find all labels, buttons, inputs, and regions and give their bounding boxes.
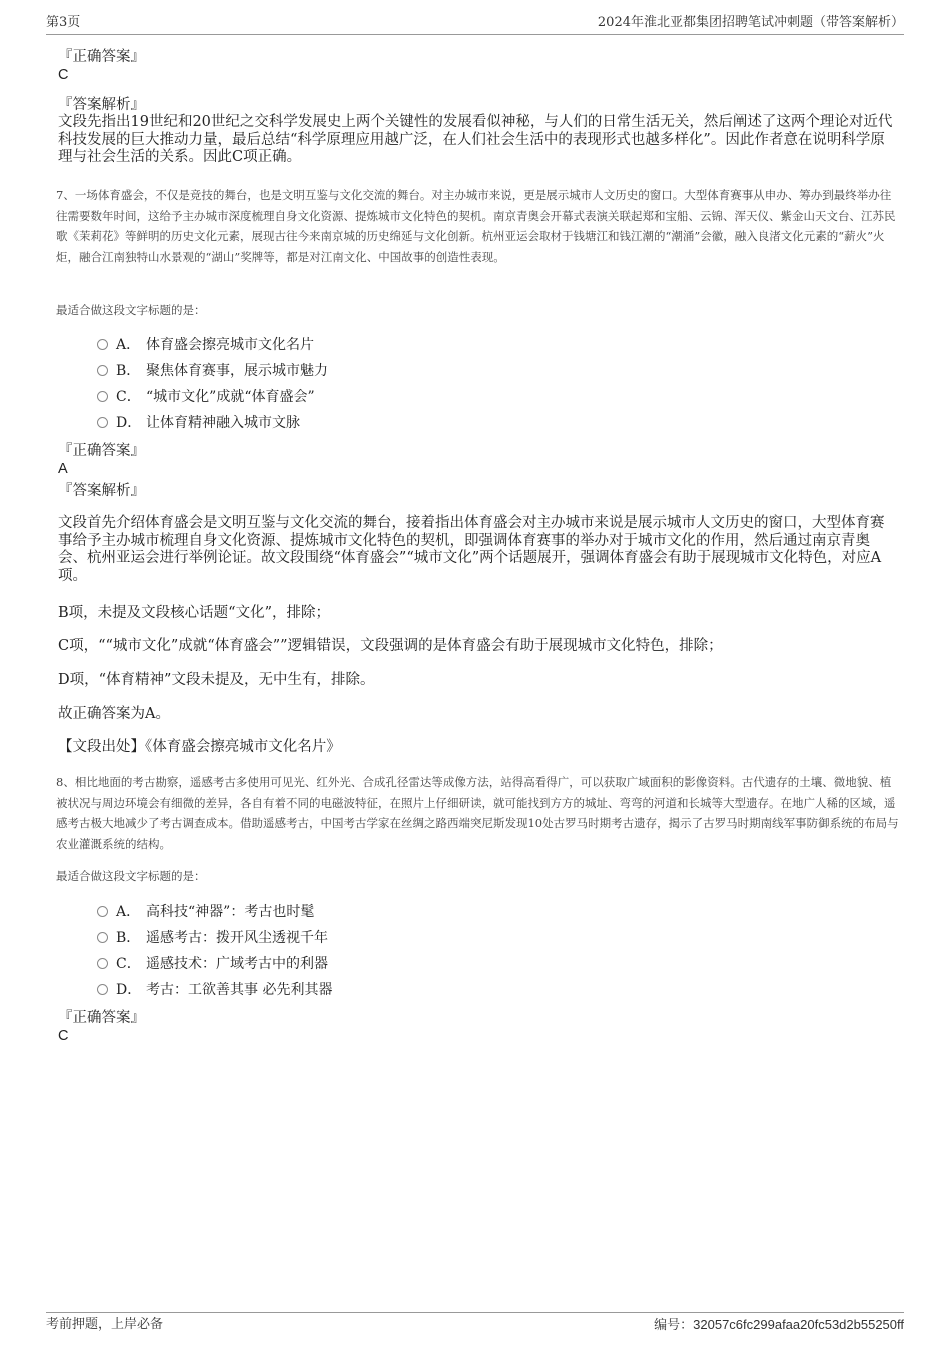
option-d-note: D项，“体育精神”文段未提及，无中生有，排除。: [58, 672, 375, 688]
option-c-note: C项，““城市文化”成就“体育盛会””逻辑错误，文段强调的是体育盛会有助于展现城市文化特色，排除；: [58, 638, 723, 654]
page-header: [46, 14, 904, 35]
radio-icon[interactable]: [97, 365, 108, 376]
radio-icon[interactable]: [97, 339, 108, 350]
document-title: 2024年淮北亚都集团招聘笔试冲刺题（带答案解析）: [597, 15, 904, 30]
analysis-text: 文段先指出19世纪和20世纪之交科学发展史上两个关键性的发展看似神秘，与人们的日常生活无关，然后阐述了这两个理论对近代科技发展的巨大推动力量，最后总结“科学原理应用越广泛，在人们社会生活中的表现形式也越多样化”。因此作者意在说明科学原理与社会生活的关系。因此C项正确。: [58, 114, 893, 165]
footer-slogan: 考前押题，上岸必备: [46, 1317, 164, 1332]
correct-answer-label: 『正确答案』: [58, 1010, 145, 1026]
correct-answer-label: 『正确答案』: [58, 49, 145, 65]
analysis-label: 『答案解析』: [58, 97, 145, 113]
question-prompt: 最适合做这段文字标题的是：: [56, 303, 206, 317]
question-text: 7、一场体育盛会，不仅是竞技的舞台，也是文明互鉴与文化交流的舞台。对主办城市来说，更是展示城市人文历史的窗口。大型体育赛事从申办、筹办到最终举办往往需要数年时间，这给予主办城市深度梳理自身文化资源、提炼城市文化特色的契机。南京青奥会开幕式表演关联起郑和宝船、云锦、浑天仪、紫金山天文台、江苏民歌《茉莉花》等鲜明的历史文化元素，展现古往今来南京城的历史绵延与文化创新。杭州亚运会取材于钱塘江和钱江潮的“潮涌”会徽，融入良渚文化元素的“薪火”火炬，融合江南独特山水景观的“湖山”奖牌等，都是对江南文化、中国故事的创造性表现。: [56, 188, 896, 264]
correct-answer: C: [58, 67, 69, 83]
radio-icon[interactable]: [97, 906, 108, 917]
document-id: [654, 1316, 904, 1335]
option-c[interactable]: C． “城市文化”成就“体育盛会”: [97, 388, 315, 406]
page-number: 第3页: [46, 15, 81, 30]
correct-answer: C: [58, 1028, 69, 1044]
question-text: 8、相比地面的考古勘察，遥感考古多使用可见光、红外光、合成孔径雷达等成像方法，站得高看得广，可以获取广域面积的影像资料。古代遗存的土壤、微地貌、植被状况与周边环境会有细微的差异，各自有着不同的电磁波特征，在照片上仔细研读，就可能找到方方的城址、弯弯的河道和长城等大型遗存。在地广人稀的区域，遥感考古极大地减少了考古调查成本。借助遥感考古，中国考古学家在丝绸之路西端突尼斯发现10处古罗马时期考古遗存，揭示了古罗马时期南线军事防御系统的布局与农业灌溉系统的结构。: [56, 775, 899, 851]
option-a[interactable]: A． 体育盛会擦亮城市文化名片: [97, 336, 314, 354]
option-d[interactable]: D． 考古：工欲善其事 必先利其器: [97, 981, 332, 999]
radio-icon[interactable]: [97, 417, 108, 428]
document-id-code: 32057c6fc299afaa20fc53d2b55250ff: [693, 1317, 904, 1332]
correct-answer: A: [58, 461, 68, 477]
radio-icon[interactable]: [97, 958, 108, 969]
option-b[interactable]: B． 聚焦体育赛事，展示城市魅力: [97, 362, 328, 380]
radio-icon[interactable]: [97, 984, 108, 995]
radio-icon[interactable]: [97, 932, 108, 943]
option-c[interactable]: C． 遥感技术：广域考古中的利器: [97, 955, 328, 973]
option-d[interactable]: D． 让体育精神融入城市文脉: [97, 414, 300, 432]
analysis-label: 『答案解析』: [58, 483, 145, 499]
option-b-note: B项，未提及文段核心话题“文化”，排除；: [58, 605, 330, 621]
conclusion: 故正确答案为A。: [58, 706, 170, 722]
analysis-text: 文段首先介绍体育盛会是文明互鉴与文化交流的舞台，接着指出体育盛会对主办城市来说是展示城市人文历史的窗口，大型体育赛事给予主办城市梳理自身文化资源、提炼城市文化特色的契机，即强调体育赛事的举办对于城市文化的作用，然后通过南京青奥会、杭州亚运会进行举例论证。故文段围绕“体育盛会”“城市文化”两个话题展开，强调体育盛会有助于展现城市文化特色，对应A项。: [58, 515, 885, 584]
radio-icon[interactable]: [97, 391, 108, 402]
option-a[interactable]: A． 高科技“神器”：考古也时髦: [97, 903, 314, 921]
option-b[interactable]: B． 遥感考古：拨开风尘透视千年: [97, 929, 328, 947]
source-citation: 【文段出处】《体育盛会擦亮城市文化名片》: [58, 739, 341, 755]
correct-answer-label: 『正确答案』: [58, 443, 145, 459]
question-prompt: 最适合做这段文字标题的是：: [56, 869, 206, 883]
page-footer: [46, 1312, 904, 1335]
document-id-label: 编号：: [654, 1318, 694, 1333]
